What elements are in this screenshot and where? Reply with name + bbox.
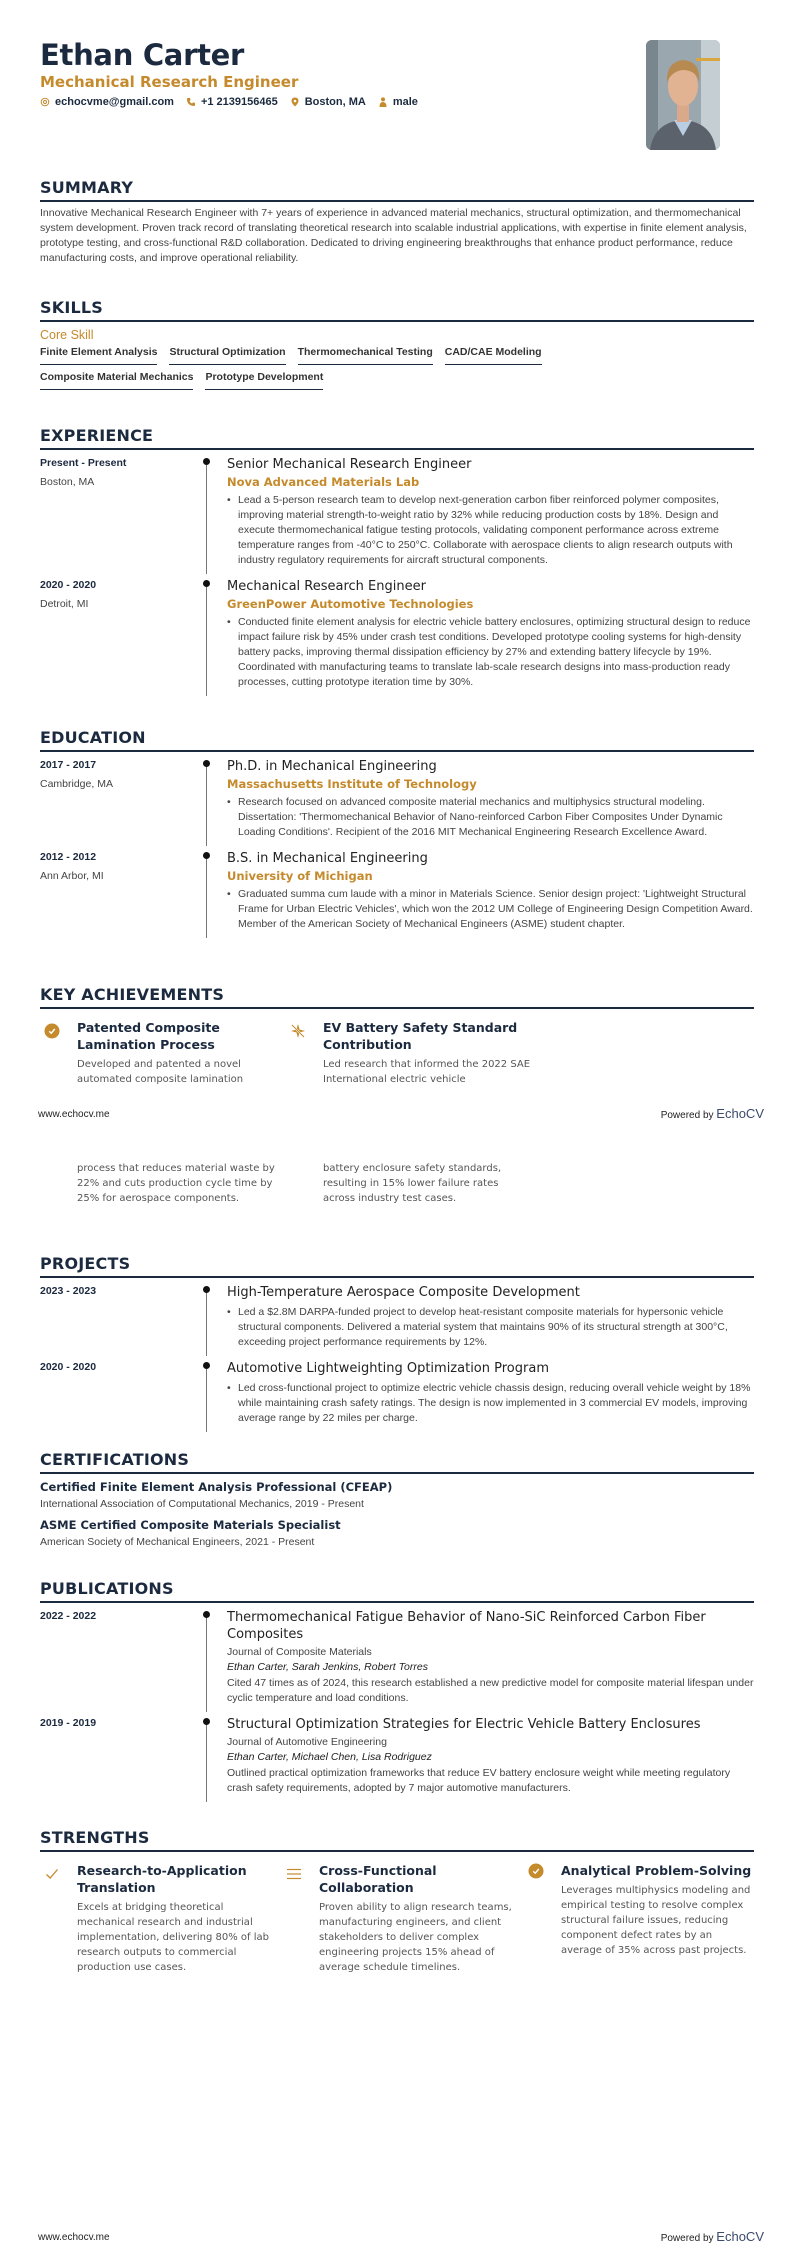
skills-section [40, 298, 754, 390]
footer-powered-by [661, 1106, 764, 1121]
entry-dates: 2019 - 2019 [40, 1717, 97, 1729]
timeline-line [206, 761, 207, 846]
timeline-dot [203, 852, 210, 859]
footer-powered-by [661, 2229, 764, 2244]
publication-desc: Outlined practical optimization frameworks that reduce EV battery enclosure weight while meeting regulatory crash safety requirements, adopted by 7 major automotive manufacturers. [227, 1767, 731, 1794]
entry-dates: Present - Present [40, 457, 127, 469]
entry-degree: B.S. in Mechanical Engineering [227, 851, 428, 866]
publication-entry [40, 1609, 754, 1712]
timeline-dot [203, 458, 210, 465]
timeline-dot [203, 1611, 210, 1618]
experience-section [40, 426, 754, 696]
strength-title: Cross-Functional Collaboration [319, 1863, 437, 1895]
publication-desc: Cited 47 times as of 2024, this research established a new predictive model for composite material lifespan under cyclic temperature and load conditions. [227, 1677, 754, 1704]
phone-icon [186, 97, 196, 107]
entry-bullet: • Lead a 5-person research team to develop next-generation carbon fiber reinforced polymer composites, improving material strength-to-weight ratio by 32% while reducing production costs by 18%. Design and execute thermomechanical fatigue testing protocols, validating component performance across extreme temperature ranges from -40°C to 250°C. Collaborate with aerospace clients to align research outputs with industry regulatory requirements for aircraft structural components. [227, 493, 754, 568]
candidate-name: Ethan Carter [40, 38, 245, 72]
powered-brand[interactable]: EchoCV [716, 2229, 764, 2244]
skill-tag: Prototype Development [205, 371, 323, 390]
footer-url[interactable]: www.echocv.me [38, 2232, 110, 2243]
certifications-section [40, 1450, 754, 1548]
email-text: echocvme@gmail.com [55, 96, 174, 108]
strength-item [282, 1862, 524, 1975]
powered-prefix: Powered by [660, 1110, 714, 1121]
achievement-desc: battery enclosure safety standards, resulting in 15% lower failure rates across industry test cases. [323, 1163, 502, 1204]
achievement-desc: Led research that informed the 2022 SAE International electric vehicle [323, 1059, 531, 1085]
summary-section [40, 178, 754, 266]
timeline-dot [203, 1286, 210, 1293]
entry-role: Senior Mechanical Research Engineer [227, 457, 472, 472]
strengths-heading: STRENGTHS [40, 1828, 754, 1852]
entry-organization: GreenPower Automotive Technologies [227, 597, 474, 611]
entry-location: Detroit, MI [40, 598, 89, 610]
footer-url[interactable]: www.echocv.me [38, 1109, 110, 1120]
achievements-continued [40, 1161, 754, 1206]
timeline-line [206, 1612, 207, 1712]
publications-section [40, 1579, 754, 1802]
strength-title: Analytical Problem-Solving [561, 1863, 752, 1878]
skills-list [40, 346, 640, 390]
entry-bullet: • Led a $2.8M DARPA-funded project to develop heat-resistant composite materials for hypersonic vehicle structural components. Delivered a material system that maintains 90% of its structural strength at 300°C, exceeding project performance requirements by 12%. [227, 1305, 754, 1350]
achievements-heading: KEY ACHIEVEMENTS [40, 985, 754, 1009]
timeline-line [206, 581, 207, 696]
project-entry [40, 1284, 754, 1356]
project-title: High-Temperature Aerospace Composite Development [227, 1285, 580, 1300]
experience-entry [40, 578, 754, 696]
check-circle-icon [528, 1863, 544, 1879]
strength-item [40, 1862, 282, 1975]
publication-entry [40, 1716, 754, 1802]
achievement-desc: Developed and patented a novel automated composite lamination [77, 1059, 244, 1085]
entry-school: University of Michigan [227, 869, 373, 883]
achievement-title: Patented Composite Lamination Process [77, 1020, 220, 1052]
cert-name: ASME Certified Composite Materials Specialist [40, 1518, 341, 1532]
contact-location [290, 96, 366, 108]
education-entry [40, 850, 754, 938]
entry-dates: 2020 - 2020 [40, 579, 97, 591]
skill-tag: Thermomechanical Testing [298, 346, 433, 365]
projects-section [40, 1254, 754, 1432]
strength-item [524, 1862, 754, 1975]
entry-bullet: • Graduated summa cum laude with a minor in Materials Science. Senior design project: 'Lightweight Structural Frame for Urban Electric Vehicles', which won the 2012 UM College of Engineering Design Competition Award. Member of the American Society of Mechanical Engineers (ASME) student chapter. [227, 887, 754, 932]
timeline-line [206, 1287, 207, 1356]
achievement-item-continued [286, 1161, 532, 1206]
contact-phone[interactable] [186, 96, 278, 108]
powered-brand[interactable]: EchoCV [716, 1106, 764, 1121]
cert-org: American Society of Mechanical Engineers, 2021 - Present [40, 1536, 315, 1548]
project-title: Automotive Lightweighting Optimization Program [227, 1361, 549, 1376]
education-entry [40, 758, 754, 846]
entry-dates: 2017 - 2017 [40, 759, 97, 771]
entry-location: Ann Arbor, MI [40, 870, 104, 882]
phone-text: +1 2139156465 [200, 96, 278, 108]
skill-tag: Structural Optimization [169, 346, 285, 365]
summary-heading: SUMMARY [40, 178, 754, 202]
candidate-title: Mechanical Research Engineer [40, 73, 299, 91]
skill-tag: Composite Material Mechanics [40, 371, 193, 390]
at-sign-icon [40, 97, 50, 107]
timeline-dot [203, 1718, 210, 1725]
profile-photo [646, 40, 720, 150]
map-pin-icon [290, 97, 300, 107]
entry-bullet: • Conducted finite element analysis for electric vehicle battery enclosures, optimizing structural design to reduce impact failure risk by 45% under crash test conditions. Developed prototype cooling systems for high-density battery packs, improving thermal dissipation efficiency by 27% and extending battery lifecycle by 19%. Coordinated with manufacturing teams to translate lab-scale research designs into mass-production ready processes, cutting prototype iteration time by 30%. [227, 615, 754, 690]
timeline-dot [203, 1362, 210, 1369]
location-text: Boston, MA [304, 96, 366, 108]
timeline-line [206, 1363, 207, 1432]
resume-page-2 [0, 1123, 794, 2246]
cert-org: International Association of Computational Mechanics, 2019 - Present [40, 1498, 364, 1510]
skills-heading: SKILLS [40, 298, 754, 322]
skill-tag: Finite Element Analysis [40, 346, 157, 365]
entry-location: Cambridge, MA [40, 778, 113, 790]
entry-bullet: • Led cross-functional project to optimize electric vehicle chassis design, reducing overall vehicle weight by 18% while maintaining crash safety ratings. The design is now implemented in 3 commercial EV models, improving average range by 22 miles per charge. [227, 1381, 754, 1426]
publication-journal: Journal of Automotive Engineering [227, 1736, 387, 1748]
timeline-dot [203, 760, 210, 767]
skills-group-label: Core Skill [40, 328, 94, 342]
skill-tag: CAD/CAE Modeling [445, 346, 542, 365]
project-entry [40, 1360, 754, 1432]
entry-dates: 2023 - 2023 [40, 1285, 97, 1297]
timeline-line [206, 1719, 207, 1802]
checkmark-icon [44, 1866, 60, 1882]
publication-journal: Journal of Composite Materials [227, 1646, 372, 1658]
publication-authors: Ethan Carter, Sarah Jenkins, Robert Torres [227, 1661, 428, 1673]
sparkle-slash-icon [290, 1023, 306, 1039]
achievement-item-continued [40, 1161, 286, 1206]
entry-dates: 2020 - 2020 [40, 1361, 97, 1373]
powered-prefix: Powered by [660, 2233, 714, 2244]
entry-bullet: • Research focused on advanced composite material mechanics and multiphysics structural modeling. Dissertation: 'Thermomechanical Behavior of Nano-reinforced Carbon Fiber Composites Under Dynamic Loading Conditions'. Recipient of the 2016 MIT Mechanical Engineering Research Excellence Award. [227, 795, 754, 840]
projects-heading: PROJECTS [40, 1254, 754, 1278]
entry-organization: Nova Advanced Materials Lab [227, 475, 420, 489]
timeline-dot [203, 580, 210, 587]
summary-text: Innovative Mechanical Research Engineer with 7+ years of experience in advanced material mechanics, structural optimization, and thermomechanical system development. Proven track record of translating theoretical research into scalable industrial applications, with expertise in finite element analysis, prototype testing, and cross-functional R&D collaboration. Dedicated to driving engineering breakthroughs that enhance product performance, reduce manufacturing costs, and improve operational reliability. [40, 207, 747, 264]
contact-gender [378, 96, 418, 108]
check-circle-icon [44, 1023, 60, 1039]
publication-authors: Ethan Carter, Michael Chen, Lisa Rodriguez [227, 1751, 432, 1763]
cert-name: Certified Finite Element Analysis Professional (CFEAP) [40, 1480, 393, 1494]
entry-school: Massachusetts Institute of Technology [227, 777, 477, 791]
education-section [40, 728, 754, 938]
publication-title: Structural Optimization Strategies for Electric Vehicle Battery Enclosures [227, 1717, 701, 1732]
achievements-section [40, 985, 754, 1087]
experience-entry [40, 456, 754, 574]
education-heading: EDUCATION [40, 728, 754, 752]
achievement-item [40, 1019, 286, 1087]
entry-degree: Ph.D. in Mechanical Engineering [227, 759, 437, 774]
strength-title: Research-to-Application Translation [77, 1863, 247, 1895]
menu-lines-icon [286, 1866, 302, 1882]
achievement-item [286, 1019, 532, 1087]
strength-desc: Leverages multiphysics modeling and empirical testing to resolve complex structural failure issues, reducing component defect rates by an average of 35% across past projects. [561, 1885, 751, 1956]
contact-row [40, 96, 418, 108]
timeline-line [206, 853, 207, 938]
contact-email[interactable] [40, 96, 174, 108]
avatar-illustration [646, 40, 720, 150]
entry-dates: 2012 - 2012 [40, 851, 97, 863]
entry-role: Mechanical Research Engineer [227, 579, 426, 594]
achievement-title: EV Battery Safety Standard Contribution [323, 1020, 518, 1052]
achievement-desc: process that reduces material waste by 22% and cuts production cycle time by 25% for aerospace components. [77, 1163, 275, 1204]
strength-desc: Proven ability to align research teams, manufacturing engineers, and client stakeholders to deliver complex engineering projects 15% ahead of average schedule timelines. [319, 1902, 512, 1973]
strengths-section [40, 1828, 754, 1975]
entry-location: Boston, MA [40, 476, 95, 488]
publications-heading: PUBLICATIONS [40, 1579, 754, 1603]
gender-text: male [392, 96, 418, 108]
timeline-line [206, 459, 207, 574]
experience-heading: EXPERIENCE [40, 426, 754, 450]
strength-desc: Excels at bridging theoretical mechanical research and industrial implementation, delivering 80% of lab research outputs to commercial production use cases. [77, 1902, 269, 1973]
certifications-heading: CERTIFICATIONS [40, 1450, 754, 1474]
entry-dates: 2022 - 2022 [40, 1610, 97, 1622]
publication-title: Thermomechanical Fatigue Behavior of Nano-SiC Reinforced Carbon Fiber Composites [227, 1610, 706, 1642]
person-icon [378, 97, 388, 107]
